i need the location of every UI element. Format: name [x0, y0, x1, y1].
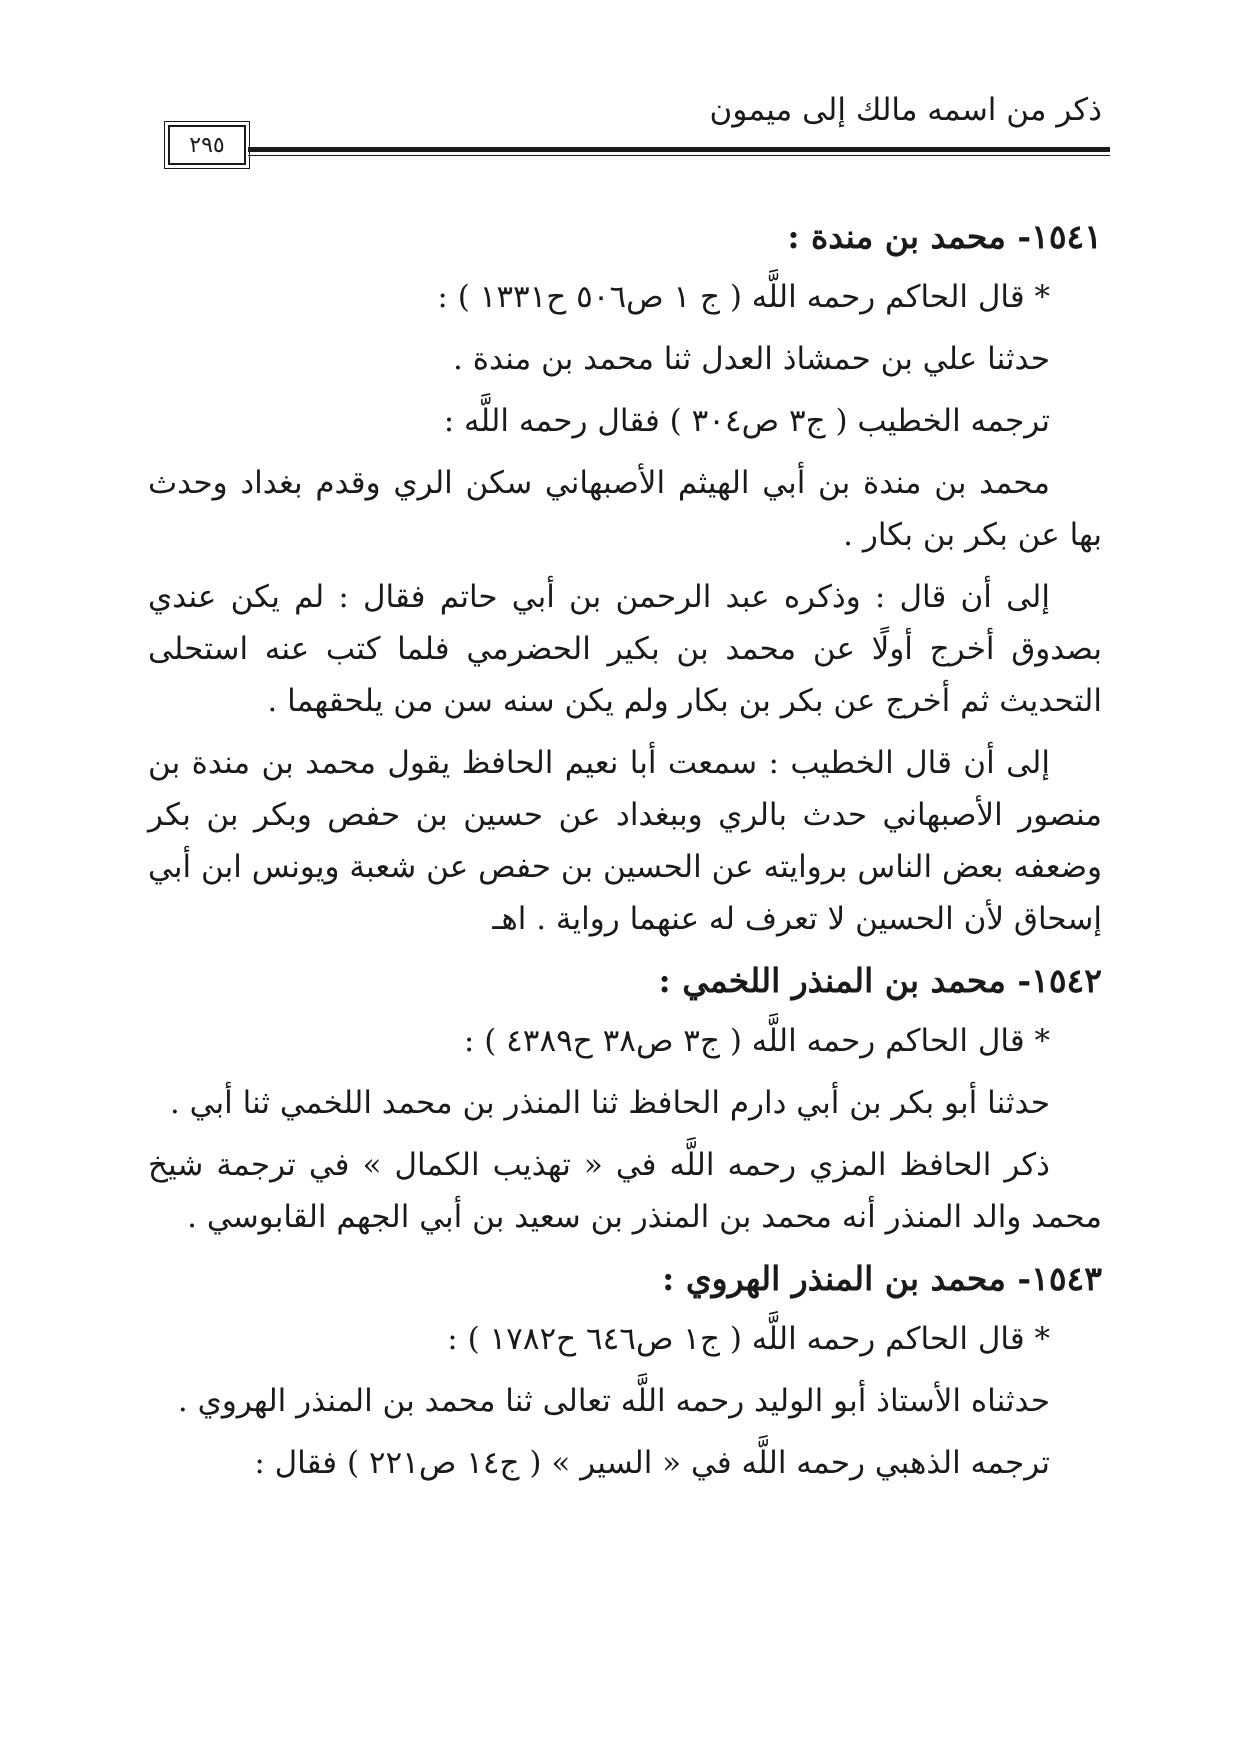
page-content [148, 205, 1102, 1499]
entry-heading: ١٥٤٣- محمد بن المنذر الهروي : [662, 1259, 1102, 1298]
running-title: ذكر من اسمه مالك إلى ميمون [709, 92, 1102, 128]
paragraph: ترجمه الذهبي رحمه اللَّه في « السير » ( ج١٤ ص٢٢١ ) فقال : [254, 1445, 1050, 1481]
entry [148, 211, 1102, 945]
entry-heading: ١٥٤١- محمد بن مندة : [787, 217, 1102, 256]
source-line: * قال الحاكم رحمه اللَّه ( ج٣ ص٣٨ ح٤٣٨٩ ) : [463, 1023, 1050, 1059]
paragraph: محمد بن مندة بن أبي الهيثم الأصبهاني سكن الري وقدم بغداد وحدث بها عن بكر بن بكار . [148, 465, 1102, 553]
header-rule [248, 147, 1110, 152]
source-line: ترجمه الخطيب ( ج٣ ص٣٠٤ ) فقال رحمه اللَّه : [443, 403, 1050, 439]
paragraph: إلى أن قال : وذكره عبد الرحمن بن أبي حاتم فقال : لم يكن عندي بصدوق أخرج أولًا عن محمد بن بكير الحضرمي فلما كتب عنه استحلى التحديث ثم أخرج عن بكر بن بكار ولم يكن سنه سن من يلحقهما . [148, 579, 1102, 719]
entry-heading: ١٥٤٢- محمد بن المنذر اللخمي : [658, 961, 1102, 1000]
paragraph: ذكر الحافظ المزي رحمه اللَّه في « تهذيب الكمال » في ترجمة شيخ محمد والد المنذر أنه محمد بن المنذر بن سعيد بن أبي الجهم القابوسي . [148, 1147, 1102, 1235]
entry [148, 955, 1102, 1243]
page-number: ٢٩٥ [168, 125, 246, 165]
entry [148, 1253, 1102, 1489]
source-line: * قال الحاكم رحمه اللَّه ( ج ١ ص٥٠٦ ح١٣٣١ ) : [437, 279, 1050, 315]
paragraph: حدثنا أبو بكر بن أبي دارم الحافظ ثنا المنذر بن محمد اللخمي ثنا أبي . [169, 1085, 1050, 1121]
paragraph: حدثناه الأستاذ أبو الوليد رحمه اللَّه تعالى ثنا محمد بن المنذر الهروي . [177, 1383, 1050, 1419]
source-line: * قال الحاكم رحمه اللَّه ( ج١ ص٦٤٦ ح١٧٨٢ ) : [447, 1321, 1050, 1357]
source-line: حدثنا علي بن حمشاذ العدل ثنا محمد بن مندة . [453, 341, 1050, 377]
paragraph: إلى أن قال الخطيب : سمعت أبا نعيم الحافظ يقول محمد بن مندة بن منصور الأصبهاني حدث بالري وببغداد عن حسين بن حفص وبكر بن بكر وضعفه بعض الناس بروايته عن الحسين بن حفص عن شعبة ويونس ابن أبي إسحاق لأن الحسين لا تعرف له عنهما رواية . اهـ [148, 745, 1102, 937]
header-rule-thin [248, 155, 1110, 156]
